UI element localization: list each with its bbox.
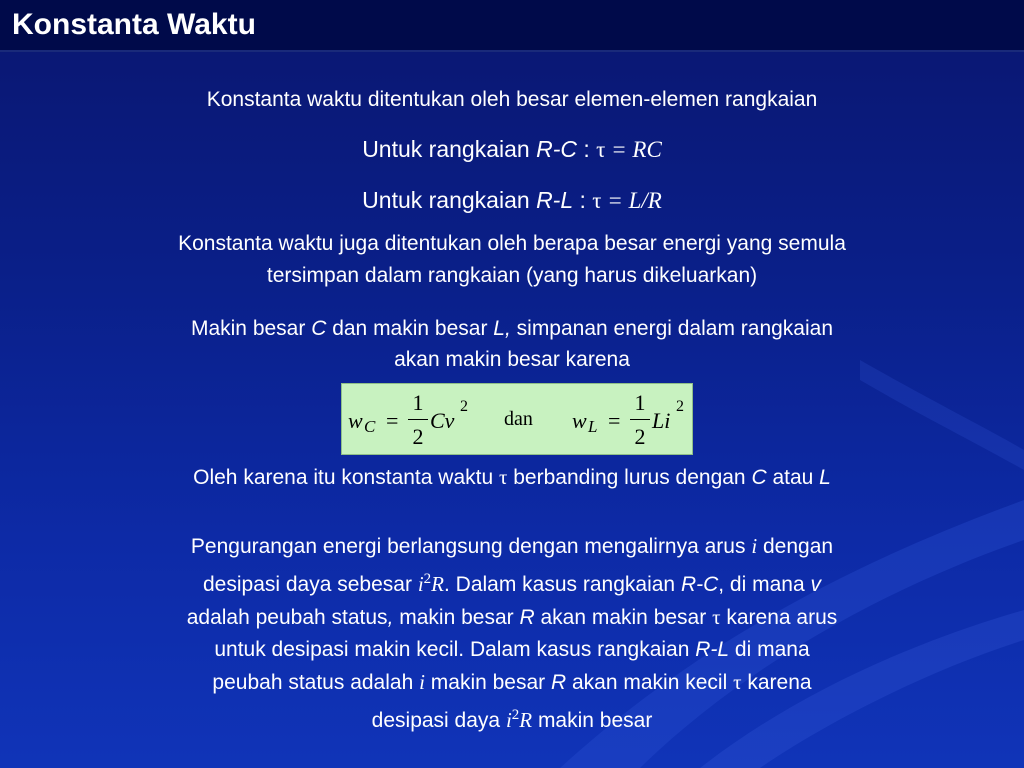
formula-exponent: 2 [460, 398, 468, 415]
para-text: karena [741, 671, 812, 694]
rl-line [0, 184, 1024, 217]
formula-equals: = [386, 408, 399, 433]
para-text: makin besar [393, 606, 520, 629]
var-i: i [417, 572, 424, 596]
para-text: peubah status adalah [212, 671, 420, 694]
fraction-bar [630, 419, 650, 420]
energy-formula-box [341, 383, 693, 455]
para-line-3 [100, 601, 924, 634]
energy-line-1: Konstanta waktu juga ditentukan oleh berapa besar energi yang semula [178, 232, 846, 255]
makin-text: dan makin besar [326, 317, 494, 340]
para-text: di mana [729, 638, 810, 661]
para-text: , di mana [718, 573, 811, 596]
tau-symbol: τ [596, 137, 606, 162]
oleh-L: L [819, 466, 831, 489]
para-text: untuk desipasi makin kecil. Dalam kasus rangkaian [214, 638, 696, 661]
para-text: makin besar [532, 709, 653, 732]
para-line-4 [100, 634, 924, 666]
para-line-1 [100, 530, 924, 563]
formula-w: w [572, 408, 587, 433]
rc-name: R-C [536, 136, 577, 162]
para-text: desipasi daya sebesar [203, 573, 418, 596]
oleh-text: Oleh karena itu konstanta waktu [193, 466, 499, 489]
para-line-5 [100, 666, 924, 699]
para-line-2 [100, 563, 924, 601]
para-line-6 [100, 699, 924, 737]
var-R: R [519, 606, 535, 629]
var-i: i [505, 708, 512, 732]
oleh-line [0, 461, 1024, 494]
formula-denominator: 2 [634, 424, 646, 449]
slide-title: Konstanta Waktu [12, 8, 256, 41]
para-text: makin besar [424, 671, 551, 694]
makin-text: Makin besar [190, 317, 312, 340]
formula-exponent: 2 [676, 398, 684, 415]
oleh-C: C [751, 466, 767, 489]
rc-sep: : [576, 136, 597, 162]
para-text: akan makin besar [534, 606, 713, 629]
formula-Cv: Cv [430, 408, 455, 433]
exponent-2: 2 [423, 571, 432, 587]
makin-line-2: akan makin besar karena [394, 348, 630, 371]
formula-equals: = [608, 408, 621, 433]
fraction-bar [408, 419, 428, 420]
formula-sub-C: C [364, 417, 376, 436]
var-i: i [751, 534, 758, 558]
makin-text: simpanan energi dalam rangkaian [510, 317, 834, 340]
formula-sub-L: L [588, 417, 598, 436]
rc-prefix: Untuk rangkaian [362, 136, 537, 162]
oleh-text: atau [766, 466, 820, 489]
exponent-2: 2 [511, 707, 520, 723]
var-v: v [810, 573, 821, 596]
rc-equation: = RC [605, 137, 662, 162]
tau-symbol: τ [498, 465, 508, 489]
formula-denominator: 2 [412, 424, 424, 449]
makin-L: L, [493, 317, 511, 340]
para-text: desipasi daya [371, 709, 506, 732]
title-bar [0, 0, 1024, 52]
makin-C: C [311, 317, 327, 340]
para-text: adalah peubah status [186, 606, 388, 629]
makin-line-1 [0, 313, 1024, 345]
var-i: i [419, 670, 425, 694]
rl-name: R-L [536, 187, 574, 213]
oleh-text: berbanding lurus dengan [507, 466, 752, 489]
para-text: akan makin kecil [566, 671, 734, 694]
var-R: R [551, 671, 567, 694]
para-text: karena arus [720, 606, 838, 629]
rl-sep: : [573, 187, 593, 213]
var-R: R [519, 708, 533, 732]
formula-dan: dan [504, 408, 533, 430]
energy-line-2: tersimpan dalam rangkaian (yang harus dikeluarkan) [266, 264, 758, 287]
tau-symbol: τ [592, 188, 602, 213]
formula-Li: Li [652, 408, 671, 433]
var-RC: R-C [680, 573, 719, 596]
var-R: R [431, 572, 444, 596]
rc-line [0, 133, 1024, 166]
rl-prefix: Untuk rangkaian [362, 187, 537, 213]
para-text: Pengurangan energi berlangsung dengan mengalirnya arus [190, 535, 752, 558]
tau-symbol: τ [712, 605, 721, 629]
formula-numerator: 1 [412, 390, 424, 415]
rl-equation: = L/R [601, 188, 662, 213]
intro-line: Konstanta waktu ditentukan oleh besar elemen-elemen rangkaian [206, 88, 818, 111]
formula-numerator: 1 [634, 390, 646, 415]
para-text: . Dalam kasus rangkaian [443, 573, 681, 596]
tau-symbol: τ [733, 670, 742, 694]
formula-w: w [348, 408, 363, 433]
explanation-paragraph [100, 530, 924, 737]
var-RL: R-L [695, 638, 730, 661]
para-text: dengan [757, 535, 834, 558]
para-comma: , [387, 606, 394, 629]
